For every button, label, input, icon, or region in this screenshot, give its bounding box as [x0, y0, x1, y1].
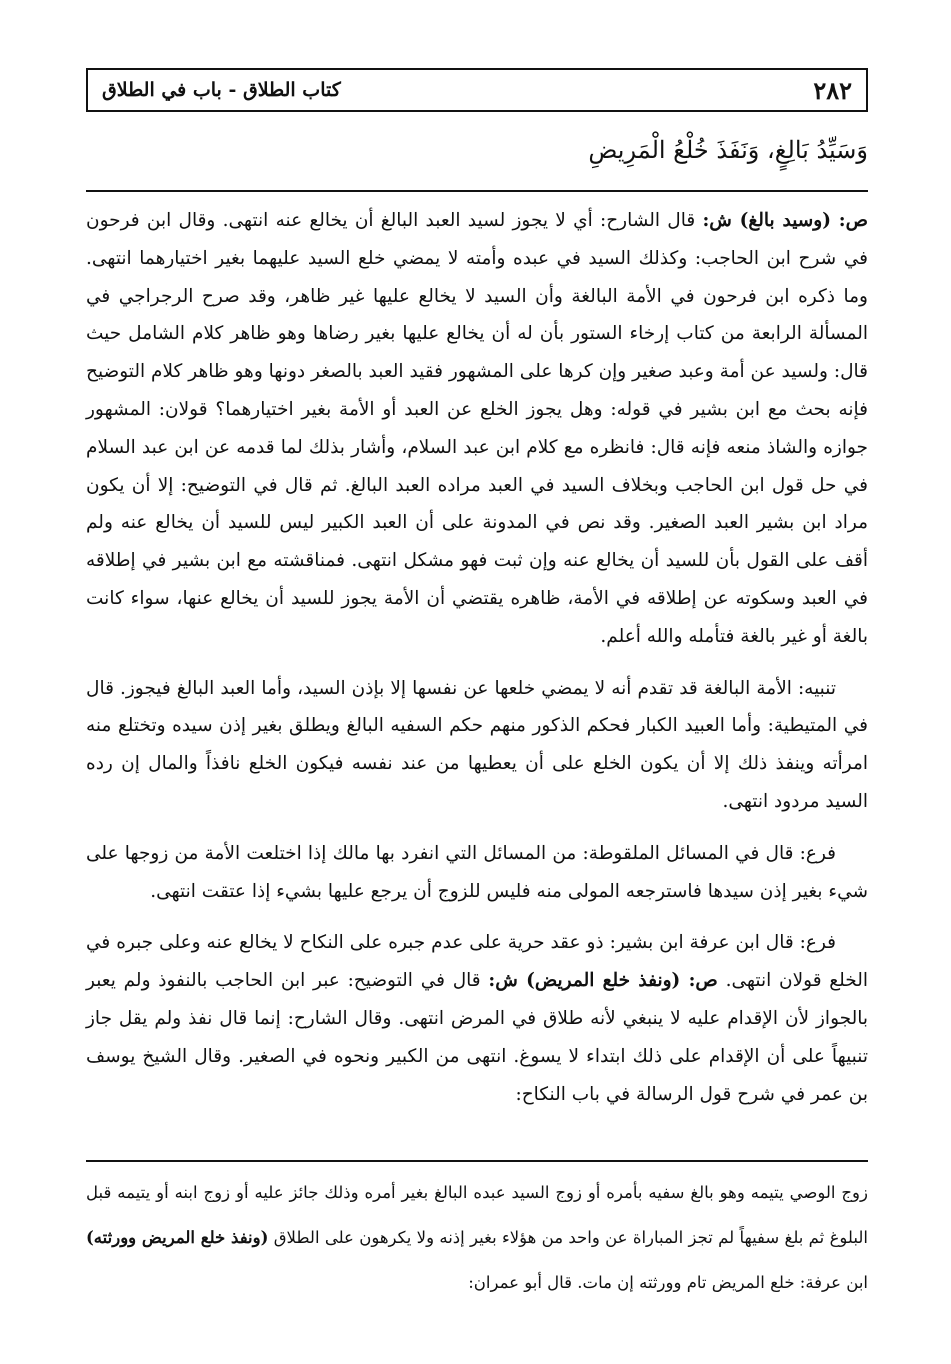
paragraph-3-text: فرع: قال في المسائل الملقوطة: من المسائل التي انفرد بها مالك إذا اختلعت الأمة من زوجها على شيء بغير إذن سيدها فاسترجعه المولى منه فليس للزوج أن يرجع عليها بشيء إذا عتقت انتهى. [86, 842, 868, 902]
footnote-text-before: زوج الوصي يتيمه وهو بالغ سفيه بأمره أو زوج السيد عبده البالغ بغير أمره وذلك جائز عليه أو زوج ابنه أو يتيمه قبل البلوغ ثم بلغ سفيهاً لم تجز المباراة عن واحد من هؤلاء بغير إذنه ولا يكرهون على الطلاق [86, 1183, 868, 1247]
matn-text: وَسَيِّدُ بَالِغٍ، وَنَفَذَ خُلْعُ الْمَرِيضِ [588, 136, 868, 164]
paragraph-1 [86, 202, 868, 656]
commentary-body [86, 202, 868, 1127]
paragraph-3 [86, 835, 868, 911]
paragraph-2-text: تنبيه: الأمة البالغة قد تقدم أنه لا يمضي خلعها عن نفسها إلا بإذن السيد، وأما العبد البالغ فيجوز. قال في المتيطية: وأما العبيد الكبار فحكم الذكور منهم حكم السفيه البالغ ويطلق بغير إذن سيده وتختلع منه امرأته وينفذ ذلك إلا أن يكون الخلع على أن يعطيها من عند نفسه فيكون الخلع نافذاً والمال إن رده السيد مردود انتهى. [86, 677, 868, 812]
header-title: كتاب الطلاق - باب في الطلاق [102, 79, 341, 101]
paragraph-2 [86, 670, 868, 821]
paragraph-1-lead: ص: (وسيد بالغ) ش: [702, 210, 868, 231]
paragraph-4-text-before: فرع: قال ابن عرفة ابن بشير: ذو عقد حرية على عدم جبره على النكاح لا يخالع عنه وعلى جبره في الخلع قولان انتهى. [86, 932, 868, 992]
paragraph-1-text: قال الشارح: أي لا يجوز لسيد العبد البالغ أن يخالع عنه انتهى. وقال ابن فرحون في شرح ابن الحاجب: وكذلك السيد في عبده وأمته لا يمضي خلع السيد عليهما بغير اختيارهما انتهى. وما ذكره ابن فرحون في الأمة البالغة وأن السيد لا يخالع عليها غير ظاهر، وقد صرح الرجراجي في المسألة الرابعة من كتاب إرخاء الستور بأن له أن يخالع عليها بغير رضاها وهو ظاهر كلام الشامل حيث قال: ولسيد عن أمة وعبد صغير وإن كرها على المشهور فقيد العبد بالصغر دونها وهو ظاهر كلام التوضيح فإنه بحث مع ابن بشير في قوله: وهل يجوز الخلع عن العبد أو الأمة بغير اختيارهما؟ قولان: المشهور جوازه والشاذ منعه فإنه قال: فانظره مع كلام ابن عبد السلام، وأشار بذلك لما قدمه عن ابن عبد السلام في حل قول ابن الحاجب وبخلاف السيد في العبد مراده العبد البالغ. ثم قال في التوضيح: إلا أن يكون مراد ابن بشير العبد الصغير. وقد نص في المدونة على أن العبد الكبير ليس للسيد أن يخالع عنه ولم أقف على القول بأن للسيد أن يخالع عنه وإن ثبت فهو مشكل انتهى. فمناقشته مع ابن بشير في إطلاقه في العبد وسكوته عن إطلاقه في الأمة، ظاهره يقتضي أن الأمة يجوز للسيد أن يخالع عنها، سواء كانت بالغة أو غير بالغة فتأمله والله أعلم. [86, 210, 868, 647]
paragraph-4-lead: ص: (ونفذ خلع المريض) ش: [488, 970, 718, 992]
paragraph-4 [86, 924, 868, 1113]
footnote-divider [86, 1160, 868, 1162]
footnote-paragraph [86, 1170, 868, 1305]
footnote-text-after: ابن عرفة: خلع المريض تام وورثته إن مات. قال أبو عمران: [468, 1273, 868, 1292]
top-divider [86, 190, 868, 192]
page-number: ٢٨٢ [813, 75, 852, 105]
page-header [86, 68, 868, 112]
paragraph-4-text: قال في التوضيح: عبر ابن الحاجب بالنفوذ ولم يعبر بالجواز لأن الإقدام عليه لا ينبغي لأنه طلاق في المرض انتهى. وقال الشارح: إنما قال نفذ ولم يقل جاز تنبيهاً على أن الإقدام على ذلك ابتداء لا يسوغ. انتهى من الكبير ونحوه في الصغير. وقال الشيخ يوسف بن عمر في شرح قول الرسالة في باب النكاح: [86, 970, 868, 1105]
footnote-bold: (ونفذ خلع المريض وورثته) [86, 1228, 269, 1247]
footnote [86, 1170, 868, 1305]
